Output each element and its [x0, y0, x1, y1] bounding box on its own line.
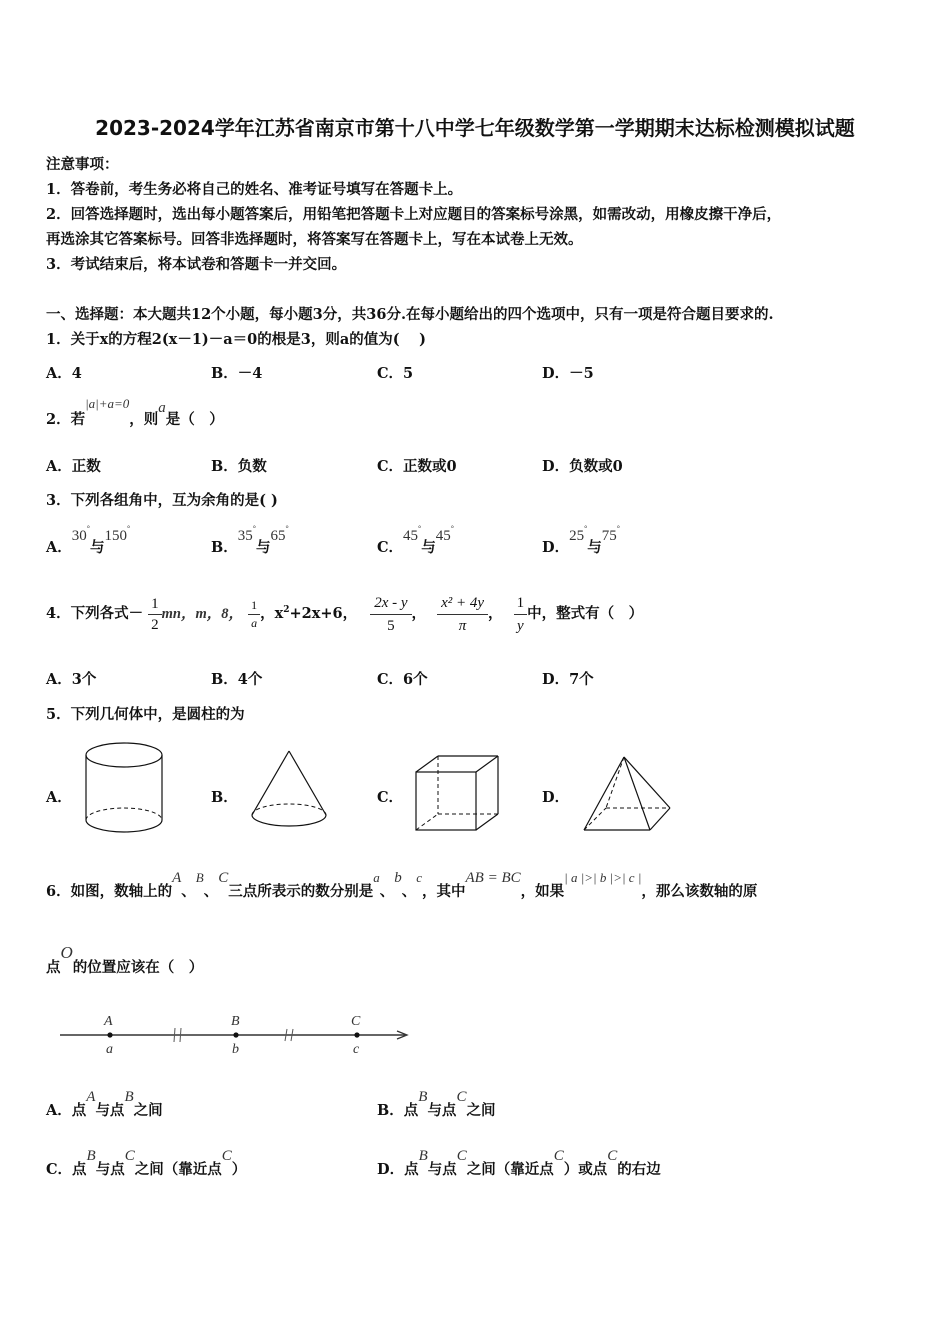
degree-sign: °	[418, 524, 422, 533]
q2-option-c: C．正数或0	[377, 458, 457, 475]
equal-mark	[180, 1028, 181, 1042]
q6-text: 6．如图，数轴上的	[46, 883, 173, 900]
degree-sign: °	[252, 524, 256, 533]
var: C	[221, 1148, 232, 1164]
q6-text: ，如果	[520, 883, 565, 900]
q2-expression: |a|+a=0	[85, 396, 130, 411]
opt-text: B．点	[377, 1102, 419, 1119]
fraction-numerator: 2x - y	[370, 592, 411, 615]
q3-d-angle2: 75	[601, 528, 617, 544]
q6-text: 的位置应该在（ ）	[72, 959, 204, 976]
q3-a-angle2: 150	[104, 528, 127, 544]
label-C: C	[351, 1014, 361, 1029]
q6-option-c	[46, 1144, 246, 1178]
q3-a-angle1: 30	[71, 528, 87, 544]
var: B	[124, 1089, 134, 1105]
fraction-2x-y-5	[370, 592, 411, 637]
notice-item: 再选涂其它答案标号。回答非选择题时，将答案写在答题卡上，写在本试卷上无效。	[46, 231, 583, 248]
fraction-1-y	[514, 592, 528, 637]
pyramid-figure	[578, 752, 674, 836]
fraction-denominator: 5	[387, 617, 395, 634]
q3-option-d-label: D．	[542, 539, 570, 556]
fraction-numerator: 1	[514, 592, 528, 615]
var: C	[553, 1148, 564, 1164]
q1-option-d: D．－5	[542, 365, 594, 382]
var-B: B	[195, 870, 204, 885]
degree-sign: °	[616, 524, 620, 533]
q5-option-a-label: A．	[46, 789, 72, 806]
q3-option-c	[377, 524, 454, 554]
q3-conj: 与	[255, 539, 271, 556]
q2-mid: ，则	[129, 411, 159, 428]
opt-text: 之间	[466, 1102, 496, 1119]
opt-text: 与点	[95, 1161, 125, 1178]
q6-text: 三点所表示的数分别是	[228, 883, 374, 900]
var-A: A	[172, 870, 182, 886]
q3-option-a	[46, 524, 130, 554]
label-B: B	[231, 1014, 240, 1029]
fraction-denominator: y	[516, 617, 524, 634]
label-c: c	[353, 1042, 360, 1057]
var: B	[86, 1148, 96, 1164]
question-3-stem: 3．下列各组角中，互为余角的是( )	[46, 492, 278, 509]
var: C	[456, 1089, 467, 1105]
label-b: b	[232, 1042, 239, 1057]
section-heading: 一、选择题：本大题共12个小题，每小题3分，共36分.在每小题给出的四个选项中，只有一项是符合题目要求的.	[46, 306, 774, 323]
comma: ，	[488, 605, 503, 622]
q3-option-c-label: C．	[377, 539, 404, 556]
q6-text: ，那么该数轴的原	[641, 883, 758, 900]
q3-option-b	[211, 524, 289, 554]
q4-prefix: 4．下列各式－	[46, 605, 144, 622]
label-a: a	[106, 1042, 113, 1057]
opt-text: D．点	[377, 1161, 419, 1178]
point-A	[107, 1032, 112, 1037]
q2-variable: a	[158, 400, 166, 416]
var: C	[124, 1148, 135, 1164]
question-1-stem: 1．关于x的方程2(x－1)－a＝0的根是3，则a的值为( )	[46, 331, 427, 348]
q3-b-angle2: 65	[270, 528, 286, 544]
q6-sep: 、	[203, 883, 219, 900]
comma: ，	[411, 605, 427, 622]
notice-heading: 注意事项：	[46, 156, 119, 173]
opt-text: A．点	[46, 1102, 87, 1119]
fraction-denominator: π	[458, 617, 467, 634]
q6-text: ，其中	[422, 883, 466, 900]
q3-b-angle1: 35	[237, 528, 253, 544]
var-b: b	[394, 870, 402, 886]
degree-sign: °	[285, 524, 289, 533]
point-C	[354, 1032, 359, 1037]
degree-sign: °	[450, 524, 454, 533]
var: C	[607, 1148, 618, 1164]
cylinder-figure	[80, 740, 170, 836]
var: C	[456, 1148, 467, 1164]
fraction-x2-4y-pi	[437, 592, 488, 637]
q4-terms-1: mn，m，8，	[161, 606, 244, 622]
q5-option-b-label: B．	[211, 789, 238, 806]
var-C: C	[218, 870, 229, 886]
var-O: O	[60, 943, 73, 962]
fraction-denominator: 2	[151, 616, 159, 633]
number-line-figure	[55, 1008, 415, 1060]
fraction-numerator: 1	[148, 594, 162, 615]
q6-inequality: | a |>| b |>| c |	[564, 870, 642, 885]
q6-sep: 、	[379, 883, 395, 900]
question-4-stem	[46, 588, 643, 640]
q4-option-c: C．6个	[377, 671, 428, 688]
opt-text: 与点	[427, 1161, 457, 1178]
notice-item: 2．回答选择题时，选出每小题答案后，用铅笔把答题卡上对应题目的答案标号涂黑，如需改动，用橡皮擦干净后，	[46, 206, 782, 223]
degree-sign: °	[584, 524, 588, 533]
opt-text: 之间（靠近点	[134, 1161, 222, 1178]
q1-option-b: B．－4	[211, 365, 263, 382]
question-6-stem-line1	[46, 866, 757, 902]
q3-d-angle1: 25	[569, 528, 585, 544]
q2-suffix: 是（ ）	[165, 411, 224, 428]
fraction-1-a	[248, 597, 260, 632]
q4-terms-2: ，x	[260, 605, 284, 622]
opt-text: C．点	[46, 1161, 87, 1178]
q5-option-c-label: C．	[377, 789, 404, 806]
q3-conj: 与	[89, 539, 105, 556]
opt-text: 之间（靠近点	[466, 1161, 554, 1178]
var: A	[86, 1089, 96, 1105]
question-6-stem-line2	[46, 942, 203, 978]
var-c: c	[416, 870, 423, 885]
label-A: A	[104, 1014, 113, 1029]
var: B	[418, 1148, 428, 1164]
var-a: a	[373, 870, 380, 885]
q3-c-angle2: 45	[435, 528, 451, 544]
cone-figure	[245, 745, 335, 835]
q4-option-d: D．7个	[542, 671, 594, 688]
fraction-1-2	[148, 594, 162, 635]
q6-equation: AB = BC	[465, 870, 521, 886]
q4-option-a: A．3个	[46, 671, 97, 688]
opt-text: ）或点	[563, 1161, 608, 1178]
opt-text: 之间	[133, 1102, 163, 1119]
q6-text: 点	[46, 959, 61, 976]
question-2-stem	[46, 394, 224, 434]
q5-option-d-label: D．	[542, 789, 570, 806]
notice-item: 1．答卷前，考生务必将自己的姓名、准考证号填写在答题卡上。	[46, 181, 463, 198]
q6-option-d	[377, 1144, 661, 1178]
opt-text: ）	[231, 1161, 247, 1178]
degree-sign: °	[126, 524, 131, 533]
q2-option-b: B．负数	[211, 458, 267, 475]
q1-option-a: A．4	[46, 365, 82, 382]
page-title: 2023-2024学年江苏省南京市第十八中学七年级数学第一学期期末达标检测模拟试题	[95, 116, 855, 140]
fraction-numerator: 1	[248, 597, 260, 615]
opt-text: 的右边	[617, 1161, 661, 1178]
q3-option-b-label: B．	[211, 539, 238, 556]
fraction-denominator: a	[251, 615, 258, 630]
q2-option-a: A．正数	[46, 458, 101, 475]
var: B	[418, 1089, 428, 1105]
q4-terms-3: +2x+6，	[289, 605, 358, 622]
fraction-numerator: x² + 4y	[437, 592, 488, 615]
degree-sign: °	[86, 524, 90, 533]
notice-item: 3．考试结束后，将本试卷和答题卡一并交回。	[46, 256, 347, 273]
q4-suffix: 中，整式有（ ）	[527, 605, 644, 622]
q3-option-a-label: A．	[46, 539, 72, 556]
q4-exponent: 2	[283, 605, 290, 615]
q6-option-b	[377, 1085, 495, 1119]
q3-conj: 与	[587, 539, 602, 556]
cube-figure	[412, 752, 504, 836]
q4-option-b: B．4个	[211, 671, 263, 688]
point-B	[233, 1032, 238, 1037]
opt-text: 与点	[427, 1102, 457, 1119]
q1-option-c: C．5	[377, 365, 414, 382]
equal-mark	[174, 1028, 175, 1042]
q2-option-d: D．负数或0	[542, 458, 623, 475]
q2-prefix: 2．若	[46, 411, 86, 428]
question-5-stem: 5．下列几何体中，是圆柱的为	[46, 706, 245, 723]
q6-sep: 、	[401, 883, 417, 900]
q3-c-angle1: 45	[403, 528, 419, 544]
q3-conj: 与	[421, 539, 436, 556]
opt-text: 与点	[95, 1102, 125, 1119]
q3-option-d	[542, 524, 620, 554]
q6-option-a	[46, 1085, 163, 1119]
q6-sep: 、	[181, 883, 196, 900]
